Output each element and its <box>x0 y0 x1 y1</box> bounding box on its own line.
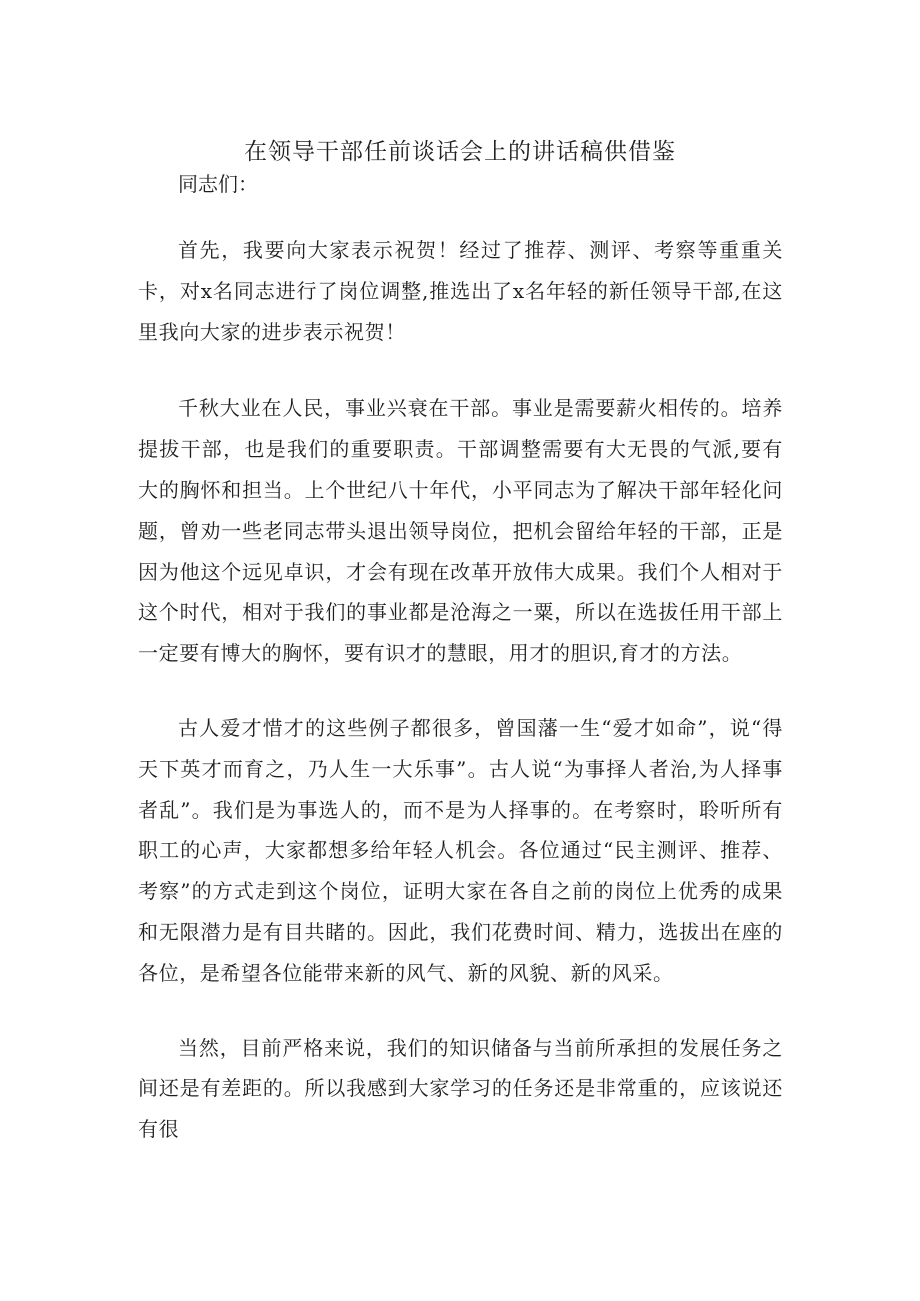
paragraph-knowledge-gap: 当然，目前严格来说，我们的知识储备与当前所承担的发展任务之间还是有差距的。所以我感到大家学习的任务还是非常重的，应该说还有很 <box>138 1035 783 1142</box>
paragraph-congratulations: 首先，我要向大家表示祝贺！经过了推荐、测评、考察等重重关卡，对x名同志进行了岗位调整,推选出了x名年轻的新任领导干部,在这里我向大家的进步表示祝贺！ <box>138 238 783 344</box>
document-title: 在领导干部任前谈话会上的讲话稿供借鉴 <box>244 139 676 165</box>
paragraph-talent-examples: 古人爱才惜才的这些例子都很多，曾国藩一生“爱才如命”，说“得天下英才而育之，乃人生一大乐事”。古人说“为事择人者治,为人择事者乱”。我们是为事选人的，而不是为人择事的。在考察时，聆听所有职工的心声，大家都想多给年轻人机会。各位通过“民主测评、推荐、考察”的方式走到这个岗位，证明大家在各自之前的岗位上优秀的成果和无限潜力是有目共睹的。因此，我们花费时间、精力，选拔出在座的各位，是希望各位能带来新的风气、新的风貌、新的风采。 <box>138 715 783 985</box>
paragraph-cadre-importance: 千秋大业在人民，事业兴衰在干部。事业是需要薪火相传的。培养提拔干部，也是我们的重要职责。干部调整需要有大无畏的气派,要有大的胸怀和担当。上个世纪八十年代，小平同志为了解决干部年轻化问题，曾劝一些老同志带头退出领导岗位，把机会留给年轻的干部，正是因为他这个远见卓识，才会有现在改革开放伟大成果。我们个人相对于这个时代，相对于我们的事业都是沧海之一粟，所以在选拔任用干部上一定要有博大的胸怀，要有识才的慧眼，用才的胆识,育才的方法。 <box>138 396 783 666</box>
salutation: 同志们： <box>178 172 258 196</box>
document-body <box>138 168 783 1150</box>
